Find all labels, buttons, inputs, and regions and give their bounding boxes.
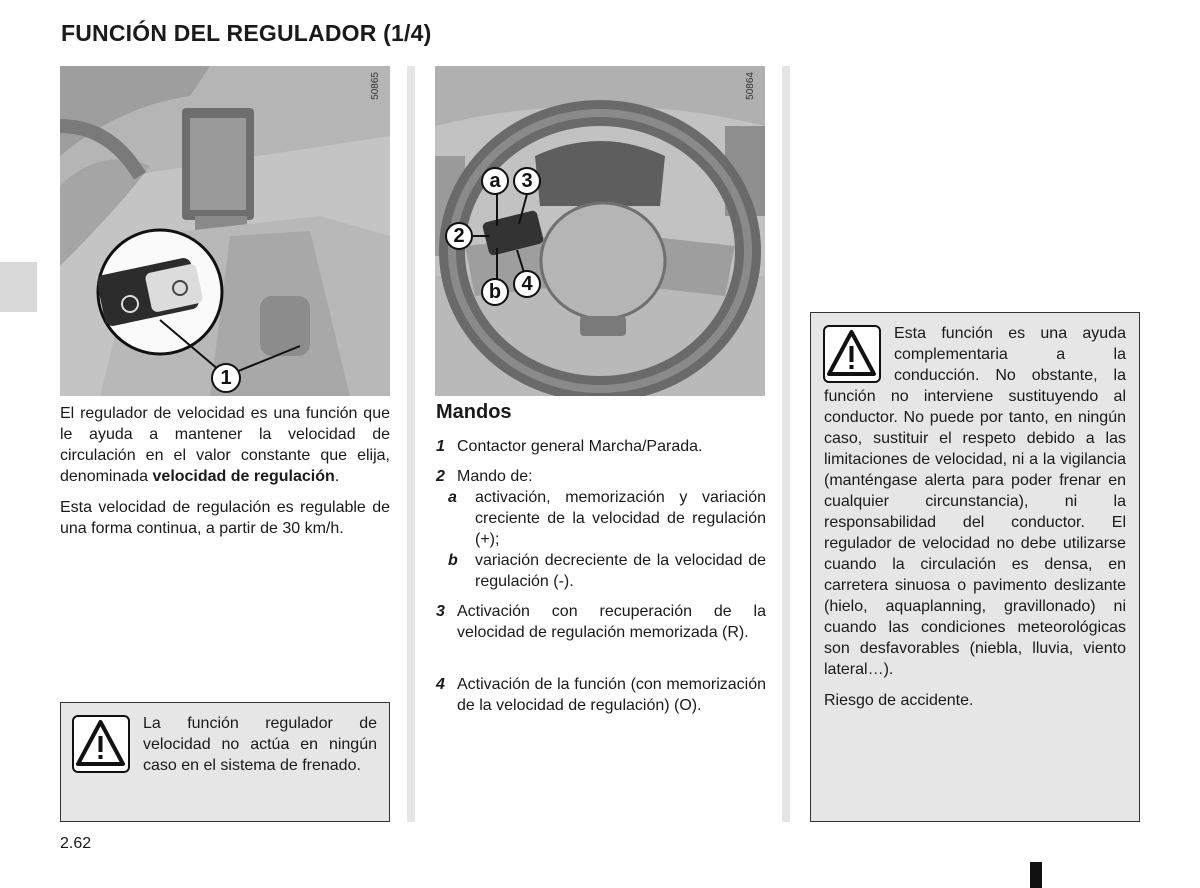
subitem-text: activación, memorización y variación creciente de la velocidad de regulación (+); [475,489,766,548]
steering-wheel-illustration [435,66,765,396]
intro-text [60,403,390,549]
control-subitem [448,550,766,592]
item-text: Contactor general Marcha/Parada. [457,438,703,455]
section-heading-mandos: Mandos [436,401,512,423]
item-text: Activación de la función (con memorización de la velocidad de regulación) (O). [457,676,766,714]
page-corner-mark [1030,862,1042,888]
warning-triangle-icon [72,715,130,773]
callout-a: a [489,170,501,192]
safety-warning-text [824,323,1126,711]
figure-steering-wheel [435,66,765,396]
control-item [436,436,766,457]
section-tab [0,262,37,312]
safety-warning-box [810,312,1140,822]
subitem-letter: b [448,552,458,569]
subitem-letter: a [448,489,457,506]
control-item [436,674,766,737]
callout-b: b [488,281,502,303]
figure-code: 50865 [370,72,381,100]
range-paragraph: Esta velocidad de regulación es regulable de una forma continua, a partir de 30 km/h. [60,499,390,537]
brake-warning-text: La función regulador de velocidad no actúa en ningún caso en el sistema de frenado. [143,715,377,774]
control-item [436,601,766,664]
figure-code: 50864 [745,72,756,100]
control-subitem [448,487,766,550]
callout-1: 1 [220,367,232,389]
column-divider-right [782,66,790,822]
accident-risk-text: Riesgo de accidente. [824,692,974,709]
cruise-switch-inset [96,230,222,354]
callout-2: 2 [453,225,465,247]
intro-paragraph: El regulador de velocidad es una función que le ayuda a mantener la velocidad de circulación en el valor constante que elija, denominada velocidad de regulación. [60,405,390,485]
item-number: 2 [436,468,445,485]
item-number: 3 [436,603,445,620]
subitem-text: variación decreciente de la velocidad de regulación (-). [475,552,766,590]
control-item [436,466,766,487]
figure-console [60,66,390,396]
item-number: 4 [436,676,445,693]
item-number: 1 [436,438,445,455]
callout-4: 4 [521,273,533,295]
page-number: 2.62 [60,835,92,852]
callout-3: 3 [521,170,533,192]
item-text: Mando de: [457,468,533,485]
safety-warning-paragraph: Esta función es una ayuda complementaria a la conducción. No obstante, la función no interviene sustituyendo al conductor. No puede por tanto, en ningún caso, sustituir el respeto debido a las limitaciones de velocidad, ni a la vigilancia (manténgase alerta para poder frenar en cualquier circunstancia), ni la responsabilidad del conductor. El regulador de velocidad no debe utilizarse cuando la circulación es densa, en carretera sinuosa o pavimento deslizante (hielo, aquaplanning, gravillonado) ni cuando las condiciones meteorológicas son desfavorables (niebla, lluvia, viento lateral…). [824,325,1126,678]
brake-warning-box [60,702,390,822]
term-velocidad-de-regulacion: velocidad de regulación [152,468,335,485]
page-title: FUNCIÓN DEL REGULADOR (1/4) [61,20,432,46]
column-divider-left [407,66,415,822]
console-illustration [60,66,390,396]
item-text: Activación con recuperación de la velocidad de regulación memorizada (R). [457,603,766,641]
